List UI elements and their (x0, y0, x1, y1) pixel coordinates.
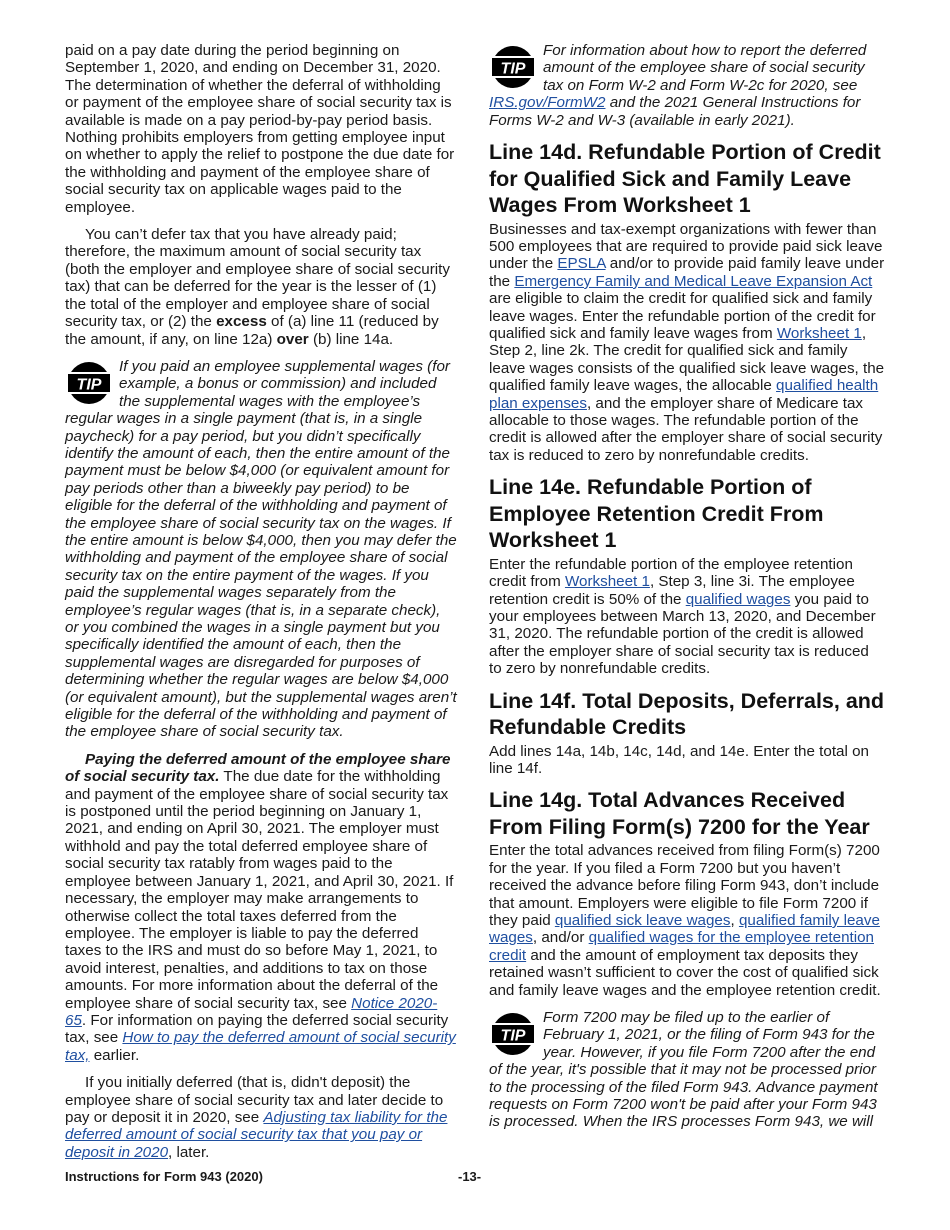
heading-line-14e: Line 14e. Refundable Portion of Employee Retention Credit From Worksheet 1 (489, 475, 824, 553)
paragraph-paying-deferred: Paying the deferred amount of the employee share of social security tax. The due date for the withholding and payment of the employee share of social security tax is postponed until the period beginning on January 1, 2021, and ending on April 30, 2021. The employer must withhold and pay the total deferred employee share of social security tax ratably from wages paid to the employee between January 1, 2021, and April 30, 2021. If necessary, the employer may make arrangements to otherwise collect the total taxes deferred from the employee. The employer is liable to pay the deferred taxes to the IRS and must do so before May 1, 2021, to avoid interest, penalties, and additions to tax on those amounts. For more information about the deferral of the employee share of social security tax, see Notice 2020-65. For information on paying the deferred social security tax, see How to pay the deferred amount of social security tax, earlier. (65, 750, 456, 1064)
how-to-pay-deferred-link[interactable]: How to pay the deferred amount of social security tax, (65, 1029, 456, 1064)
qualified-sick-leave-wages-link[interactable]: qualified sick leave wages (554, 912, 731, 929)
notice-2020-65-link[interactable]: Notice 2020-65 (65, 994, 438, 1029)
tip-text: If you paid an employee supplemental wages (for example, a bonus or commission) and included the supplemental wages with the employee’s regular wages in a single payment (that is, in a single paycheck) for a pay period, but you didn’t specifically identify the amount of each, then the entire amount of the payment must be below $4,000 (or equivalent amount for pay periods other than a biweekly pay period) to be eligible for the deferral of the withholding and payment of the employee share of social security tax on the wages. If the entire amount is below $4,000, then you may defer the withholding and payment of the employee share of social security tax on the entire payment of the wages. If you paid the supplemental wages separately from the employee’s regular wages (that is, in a separate check), or you combined the wages in a single payment but you specifically identified the amount of each, then the supplemental wages are disregarded for purposes of determining whether the regular wages are below $4,000 (or equivalent amount), but the supplemental wages aren’t eligible for the deferral of the withholding and payment of the employee share of social security tax. (65, 357, 457, 741)
irs-formw2-link[interactable]: IRS.gov/FormW2 (489, 94, 606, 112)
svg-text:TIP: TIP (76, 376, 102, 394)
worksheet-1-link[interactable]: Worksheet 1 (564, 573, 650, 591)
tip-icon (65, 360, 113, 406)
tip-icon (489, 1011, 537, 1057)
paragraph-line-14g: Enter the total advances received from filing Form(s) 7200 for the year. If you filed a Form 7200 but you haven’t received the advance before filing Form 943, don’t include that amount. Employers were eligible to file Form 7200 if they paid qualified sick leave wages, qualified family leave wages, and/or qualified wages for the employee retention credit and the amount of employment tax deposits they retained wasn’t sufficient to cover the cost of qualified sick and family leave wages and the employee retention credit. (489, 842, 881, 999)
footer-form-title: Instructions for Form 943 (2020) (65, 1169, 263, 1184)
tip-form-7200 (489, 1009, 885, 1131)
qualified-wages-link[interactable]: qualified wages (685, 590, 791, 608)
efmlea-link[interactable]: Emergency Family and Medical Leave Expansion Act (514, 272, 873, 290)
left-column (65, 42, 458, 1171)
adjusting-tax-liability-link[interactable]: Adjusting tax liability for the deferred amount of social security tax that you pay or deposit in 2020 (65, 1108, 448, 1161)
qualified-family-leave-wages-link[interactable]: qualified family leave wages (489, 912, 880, 947)
svg-text:TIP: TIP (500, 1027, 526, 1045)
epsla-link[interactable]: EPSLA (557, 255, 606, 273)
worksheet-1-link[interactable]: Worksheet 1 (776, 324, 862, 342)
qualified-health-plan-expenses-link[interactable]: qualified health plan expenses (489, 377, 879, 412)
right-column (489, 42, 885, 1141)
footer-page-number: -13- (458, 1169, 482, 1184)
heading-line-14g: Line 14g. Total Advances Received From Filing Form(s) 7200 for the Year (489, 788, 870, 839)
heading-line-14d: Line 14d. Refundable Portion of Credit for Qualified Sick and Family Leave Wages From Worksheet 1 (489, 140, 881, 218)
tip-supplemental-wages (65, 358, 458, 741)
svg-text:TIP: TIP (500, 60, 526, 78)
paragraph-line-14e: Enter the refundable portion of the employee retention credit from Worksheet 1, Step 3, line 3i. The employee retention credit is 50% of the qualified wages you paid to your employees between March 13, 2020, and December 31, 2020. The refundable portion of the credit is allowed after the employer share of social security tax is reduced to zero by nonrefundable credits. (489, 555, 876, 678)
tip-text: Form 7200 may be filed up to the earlier of February 1, 2021, or the filing of Form 943 for the year. However, if you file Form 7200 after the end of the year, it's possible that it may not be processed prior to the processing of the filed Form 943. Advance payment requests on Form 7200 won't be paid after your Form 943 is processed. When the IRS processes Form 943, we will (489, 1009, 878, 1131)
tip-form-w2: TIP For information about how to report the deferred amount of the employee share of social security tax on Form W-2 and Form W-2c for 2020, see IRS.gov/FormW2 and the 2021 General Instructions for Forms W-2 and W-3 (available in early 2021). (489, 42, 867, 129)
qualified-wages-retention-credit-link[interactable]: qualified wages for the employee retention credit (489, 929, 875, 964)
paragraph-line-14f: Add lines 14a, 14b, 14c, 14d, and 14e. Enter the total on line 14f. (489, 742, 869, 777)
paragraph-line-14d: Businesses and tax-exempt organizations with fewer than 500 employees that are required to provide paid sick leave under the EPSLA and/or to provide paid family leave under the Emergency Family and Medical Leave Expansion Act are eligible to claim the credit for qualified sick and family leave wages. Enter the refundable portion of the credit for qualified sick and family leave wages from Worksheet 1, Step 2, line 2k. The credit for qualified sick and family leave wages consists of the qualified sick leave wages, the qualified family leave wages, the allocable qualified health plan expenses, and the employer share of Medicare tax allocable to those wages. The refundable portion of the credit is allowed after the employer share of social security tax is reduced to zero by nonrefundable credits. (489, 220, 885, 464)
paragraph-max-deferral: You can’t defer tax that you have already paid; therefore, the maximum amount of social security tax (both the employer and employee share of social security tax) that can be deferred for the year is the lesser of (1) the total of the employer and employee share of social security tax, or (2) the excess of (a) line 11 (reduced by the amount, if any, on line 12a) over (b) line 14a. (65, 226, 450, 348)
tip-icon (489, 44, 537, 90)
paragraph-deferral-period: paid on a pay date during the period beginning on September 1, 2020, and ending on December 31, 2020. The determination of whether the deferral of withholding or payment of the employee share of social security tax is available is made on a pay period-by-pay period basis. Nothing prohibits employers from getting employee input on whether to apply the relief to postpone the due date for the withholding and payment of the employee share of social security tax on applicable wages paid to the employee. (65, 42, 455, 216)
heading-line-14f: Line 14f. Total Deposits, Deferrals, and Refundable Credits (489, 688, 885, 740)
paragraph-initially-deferred: If you initially deferred (that is, didn't deposit) the employee share of social security tax and later decide to pay or deposit it in 2020, see Adjusting tax liability for the deferred amount of social security tax that you pay or deposit in 2020, later. (65, 1074, 448, 1161)
